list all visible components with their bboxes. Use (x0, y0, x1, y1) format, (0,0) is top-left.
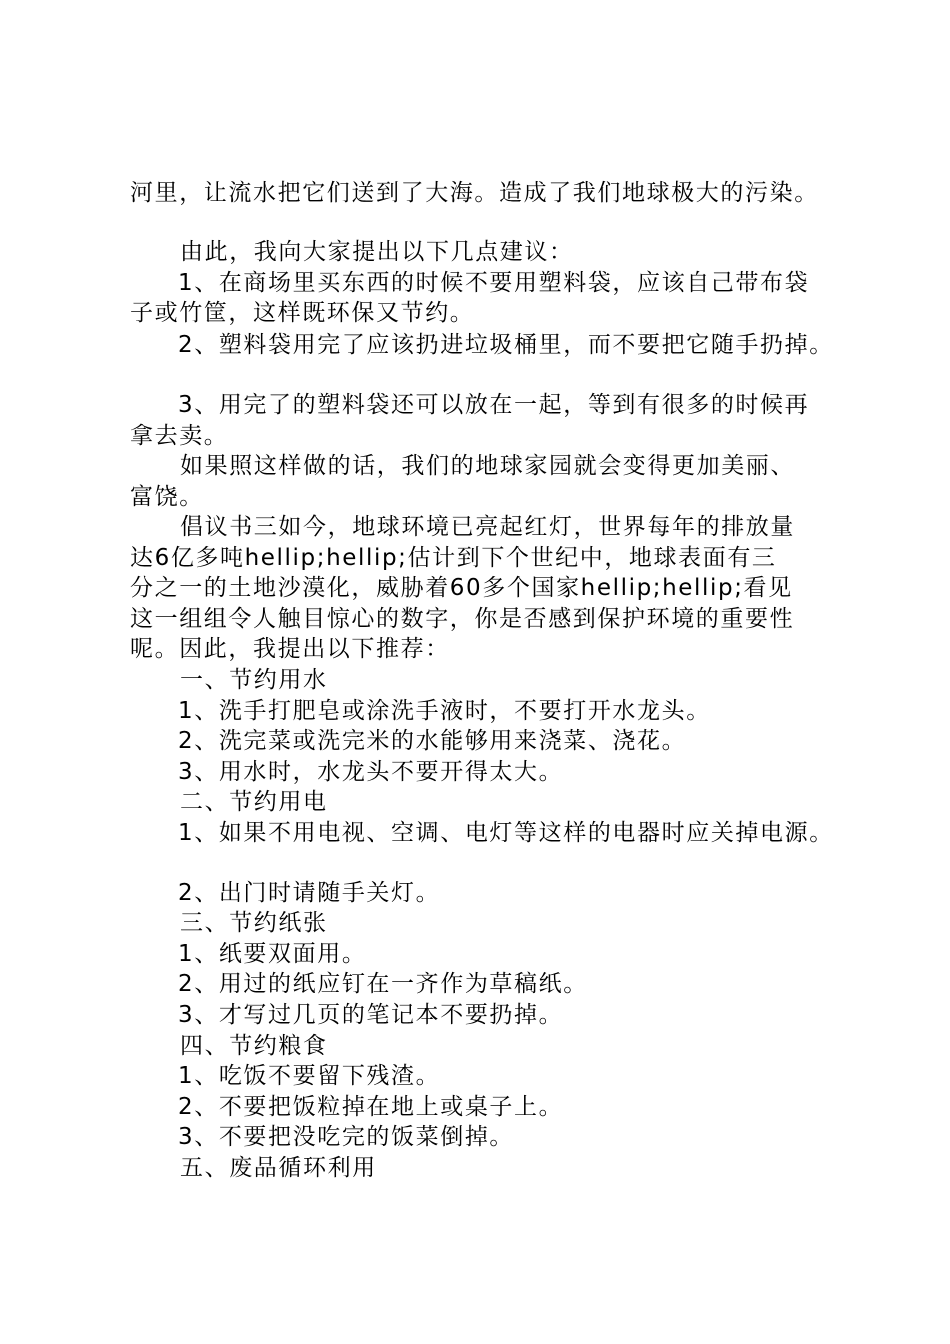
text-line: 达6亿多吨hellip;hellip;估计到下个世纪中，地球表面有三 (130, 545, 777, 571)
text-line: 3、用水时，水龙头不要开得太大。 (178, 759, 564, 785)
text-line: 五、废品循环利用 (180, 1155, 377, 1181)
text-line: 二、节约用电 (180, 789, 328, 815)
text-line: 河里，让流水把它们送到了大海。造成了我们地球极大的污染。 (130, 180, 819, 206)
text-line: 1、纸要双面用。 (178, 941, 367, 967)
text-line: 一、节约用水 (180, 667, 328, 693)
text-line: 呢。因此，我提出以下推荐： (130, 636, 450, 662)
text-line: 2、洗完菜或洗完米的水能够用来浇菜、浇花。 (178, 728, 687, 754)
text-line: 2、出门时请随手关灯。 (178, 880, 441, 906)
text-line: 1、在商场里买东西的时候不要用塑料袋，应该自己带布袋 (178, 270, 810, 296)
text-line: 2、不要把饭粒掉在地上或桌子上。 (178, 1094, 564, 1120)
text-line: 由此，我向大家提出以下几点建议： (180, 239, 574, 265)
text-line: 3、才写过几页的笔记本不要扔掉。 (178, 1002, 564, 1028)
text-line: 1、洗手打肥皂或涂洗手液时，不要打开水龙头。 (178, 698, 711, 724)
text-line: 3、用完了的塑料袋还可以放在一起，等到有很多的时候再 (178, 392, 810, 418)
text-line: 2、塑料袋用完了应该扔进垃圾桶里，而不要把它随手扔掉。 (178, 332, 834, 358)
text-line: 倡议书三如今，地球环境已亮起红灯，世界每年的排放量 (180, 514, 795, 540)
text-line: 这一组组令人触目惊心的数字，你是否感到保护环境的重要性 (130, 606, 795, 632)
text-line: 如果照这样做的话，我们的地球家园就会变得更加美丽、 (180, 453, 795, 479)
text-line: 富饶。 (130, 484, 204, 510)
text-line: 三、节约纸张 (180, 910, 328, 936)
text-line: 拿去卖。 (130, 423, 229, 449)
text-line: 3、不要把没吃完的饭菜倒掉。 (178, 1124, 515, 1150)
text-line: 2、用过的纸应钉在一齐作为草稿纸。 (178, 971, 588, 997)
text-line: 四、节约粮食 (180, 1033, 328, 1059)
text-line: 1、如果不用电视、空调、电灯等这样的电器时应关掉电源。 (178, 820, 834, 846)
text-line: 子或竹筐，这样既环保又节约。 (130, 300, 475, 326)
text-line: 分之一的土地沙漠化，威胁着60多个国家hellip;hellip;看见 (130, 575, 793, 601)
text-line: 1、吃饭不要留下残渣。 (178, 1063, 441, 1089)
